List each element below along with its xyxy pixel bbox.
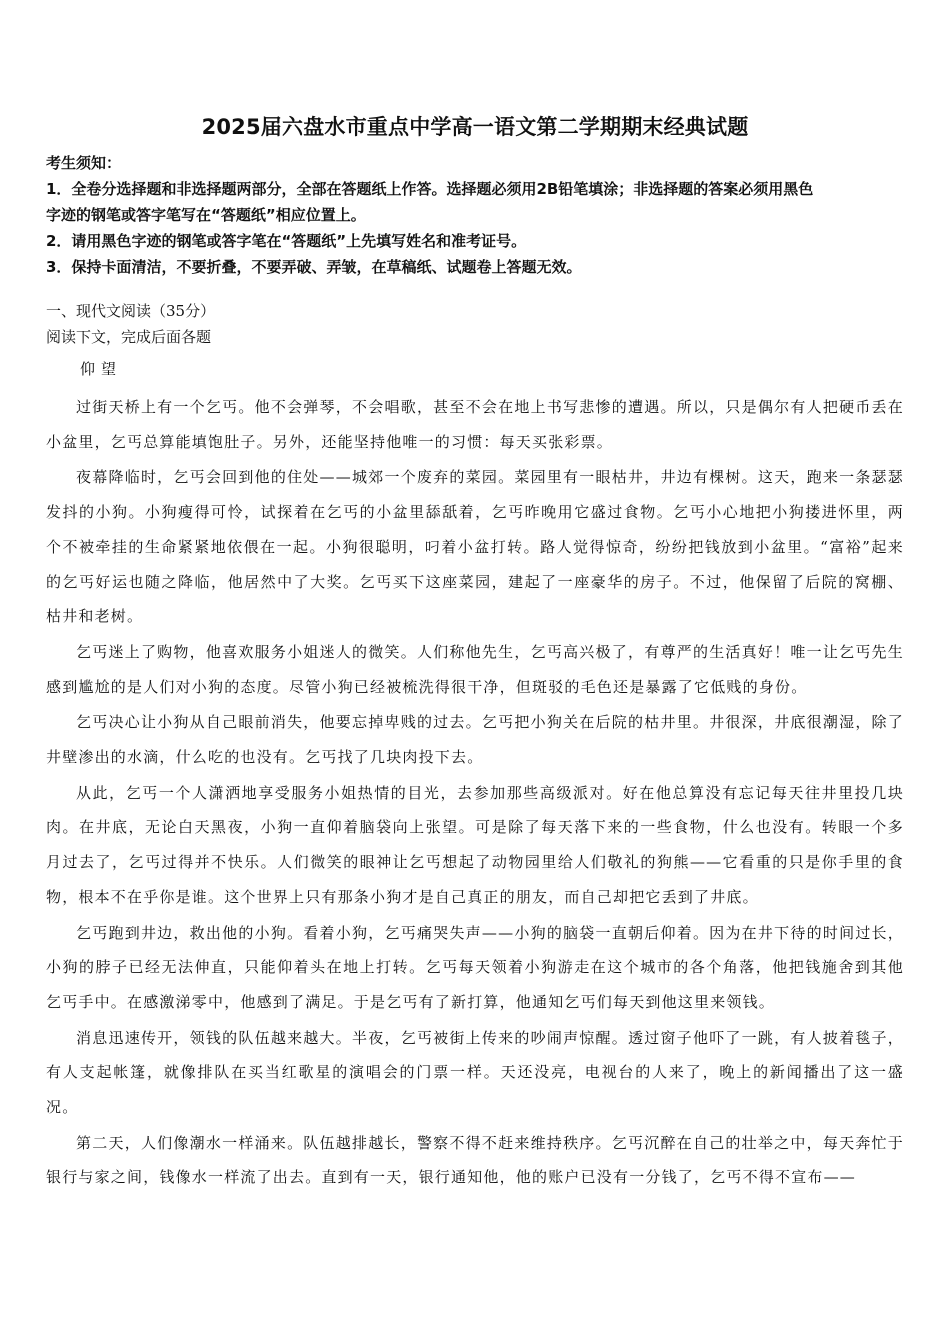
page-title: 2025届六盘水市重点中学高一语文第二学期期末经典试题 <box>201 115 749 139</box>
story-paragraph: 乞丐跑到井边，救出他的小狗。看着小狗，乞丐痛哭失声——小狗的脑袋一直朝后仰着。因为在井下待的时间过长，小狗的脖子已经无法伸直，只能仰着头在地上打转。乞丐每天领着小狗游走在这个城市的各个角落，他把钱施舍到其他乞丐手中。在感激涕零中，他感到了满足。于是乞丐有了新打算，他通知乞丐们每天到他这里来领钱。 <box>46 923 904 1011</box>
story-paragraph: 夜幕降临时，乞丐会回到他的住处——城郊一个废弃的菜园。菜园里有一眼枯井，井边有棵树。这天，跑来一条瑟瑟发抖的小狗。小狗瘦得可怜，试探着在乞丐的小盆里舔舐着，乞丐昨晚用它盛过食物。乞丐小心地把小狗搂进怀里，两个不被牵挂的生命紧紧地依偎在一起。小狗很聪明，叼着小盆打转。路人觉得惊奇，纷纷把钱放到小盆里。“富裕”起来的乞丐好运也随之降临，他居然中了大奖。乞丐买下这座菜园，建起了一座豪华的房子。不过，他保留了后院的窝棚、枯井和老树。 <box>46 468 904 626</box>
story-paragraph: 从此，乞丐一个人潇洒地享受服务小姐热情的目光，去参加那些高级派对。好在他总算没有忘记每天往井里投几块肉。在井底，无论白天黑夜，小狗一直仰着脑袋向上张望。可是除了每天落下来的一些食物，什么也没有。转眼一个多月过去了，乞丐过得并不快乐。人们微笑的眼神让乞丐想起了动物园里给人们敬礼的狗熊——它看重的只是你手里的食物，根本不在乎你是谁。这个世界上只有那条小狗才是自己真正的朋友，而自己却把它丢到了井底。 <box>46 783 904 906</box>
story-title: 仰望 <box>80 360 123 378</box>
story-paragraph: 乞丐决心让小狗从自己眼前消失，他要忘掉卑贱的过去。乞丐把小狗关在后院的枯井里。井很深，井底很潮湿，除了井壁渗出的水滴，什么吃的也没有。乞丐找了几块肉投下去。 <box>46 713 904 767</box>
story-body <box>46 390 904 1195</box>
story-paragraph: 消息迅速传开，领钱的队伍越来越大。半夜，乞丐被街上传来的吵闹声惊醒。透过窗子他吓了一跳，有人披着毯子，有人支起帐篷，就像排队在买当红歌星的演唱会的门票一样。天还没亮，电视台的人来了，晚上的新闻播出了这一盛况。 <box>46 1028 904 1117</box>
story-paragraph: 第二天，人们像潮水一样涌来。队伍越排越长，警察不得不赶来维持秩序。乞丐沉醉在自己的壮举之中，每天奔忙于银行与家之间，钱像水一样流了出去。直到有一天，银行通知他，他的账户已没有一分钱了，乞丐不得不宣布—— <box>46 1133 904 1187</box>
notice-item-2: 2．请用黑色字迹的钢笔或答字笔在“答题纸”上先填写姓名和准考证号。 <box>46 232 527 250</box>
notice-heading: 考生须知： <box>46 154 122 172</box>
notice-item-1-line-2: 字迹的钢笔或答字笔写在“答题纸”相应位置上。 <box>46 206 366 224</box>
story-paragraph: 过街天桥上有一个乞丐。他不会弹琴，不会唱歌，甚至不会在地上书写悲惨的遭遇。所以，只是偶尔有人把硬币丢在小盆里，乞丐总算能填饱肚子。另外，还能坚持他唯一的习惯：每天买张彩票。 <box>46 398 904 451</box>
reading-instruction: 阅读下文，完成后面各题 <box>46 328 212 346</box>
section-heading: 一、现代文阅读（35分） <box>46 302 216 320</box>
notice-item-3: 3．保持卡面清洁，不要折叠，不要弄破、弄皱，在草稿纸、试题卷上答题无效。 <box>46 258 582 276</box>
notice-item-1-line-1: 1．全卷分选择题和非选择题两部分，全部在答题纸上作答。选择题必须用2B铅笔填涂；非选择题的答案必须用黑色 <box>46 180 814 198</box>
story-paragraph: 乞丐迷上了购物，他喜欢服务小姐迷人的微笑。人们称他先生，乞丐高兴极了，有尊严的生活真好！唯一让乞丐先生感到尴尬的是人们对小狗的态度。尽管小狗已经被梳洗得很干净，但斑驳的毛色还是暴露了它低贱的身份。 <box>46 642 904 696</box>
